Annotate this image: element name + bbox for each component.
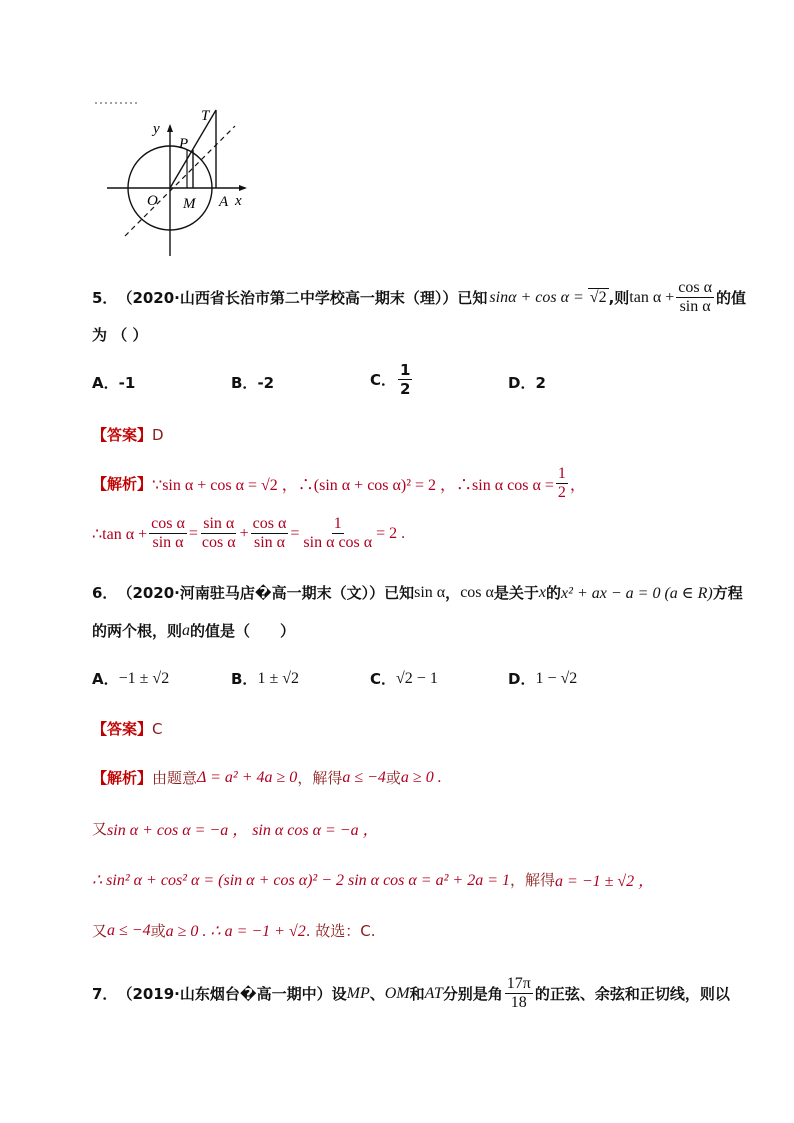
q5-analysis-frac	[556, 466, 568, 501]
q5-option-d-text: 2	[535, 374, 546, 392]
q6-option-b	[231, 668, 299, 689]
q6-line2-a: 的两个根，则	[92, 622, 183, 640]
q5-a2-end: = 2 .	[376, 524, 406, 542]
q6-line1	[92, 582, 743, 603]
q6-s4-m2: a ≥ 0 . ∴ a = −1 + √2	[165, 922, 306, 940]
q5-a2-frac4	[301, 516, 374, 551]
q6-source: （2020·河南驻马店�高一期末（文））	[117, 584, 385, 602]
q7-at: AT	[424, 984, 443, 1002]
unit-circle-diagram	[95, 98, 265, 258]
q6-option-c-label: C．	[370, 670, 397, 688]
q5-a2-f1-den: sin α	[152, 534, 184, 551]
label-O: O	[147, 193, 158, 209]
q5-tail: 的值	[715, 289, 746, 307]
q5-option-d	[508, 372, 546, 393]
q5-option-a	[92, 372, 135, 393]
q5-a2-plus: +	[239, 524, 249, 542]
q5-option-a-text: -1	[118, 374, 136, 392]
q6-option-c-text: √2 − 1	[396, 669, 438, 687]
q5-option-d-label: D．	[508, 374, 536, 392]
q6-s1-m: Δ = a² + 4a ≥ 0	[197, 768, 298, 786]
q5-analysis-frac-num: 1	[557, 465, 566, 482]
q6-sin: sin α	[414, 583, 446, 601]
q6-answer-value: C	[152, 719, 163, 738]
q5-a2-frac3	[251, 516, 289, 551]
q6-s1-m2: a ≤ −4	[342, 768, 386, 786]
q6-s4-c: . 故选：C.	[305, 922, 376, 940]
q5-a2-frac2	[200, 516, 238, 551]
q5-option-c	[370, 362, 414, 397]
q5-analysis-end: ，	[569, 477, 586, 494]
q6-option-a-text: −1 ± √2	[118, 669, 170, 687]
q6-analysis-line1	[92, 767, 442, 788]
q6-cos: cos α	[460, 583, 494, 601]
q6-option-d	[508, 668, 577, 689]
q6-number: 6．	[92, 584, 118, 602]
q6-option-d-text: 1 − √2	[535, 669, 578, 687]
q5-a2-f1-num: cos α	[151, 515, 185, 532]
q5-source: （2020·山西省长治市第二中学校高一期末（理））	[117, 289, 458, 307]
label-M: M	[183, 196, 196, 212]
q6-option-b-label: B．	[231, 670, 258, 688]
q5-option-b	[231, 372, 274, 393]
q5-analysis-eq1: ∵sin α + cos α = √2 ，∴(sin α + cos α)² = 2 ，∴sin α cos α =	[152, 477, 554, 494]
q5-answer-value: D	[152, 425, 164, 444]
q6-s1-b: ，解得	[297, 769, 343, 787]
q6-option-d-label: D．	[508, 670, 536, 688]
q6-comma: ，	[445, 584, 461, 602]
q7-frac-den: 18	[510, 994, 527, 1011]
q6-analysis-line3	[92, 868, 654, 891]
q6-s3-m2: a = −1 ± √2 ，	[555, 873, 655, 890]
q5-a2-f3-den: sin α	[253, 534, 286, 551]
q6-x: x	[538, 583, 547, 601]
q5-a2-eq2: =	[290, 524, 300, 542]
q6-s3-b: ，解得	[510, 871, 556, 889]
q7-line1	[92, 976, 730, 1011]
q6-given: 已知	[384, 584, 415, 602]
q5-line2: 为 （ ）	[92, 326, 148, 344]
q5-frac-num: cos α	[678, 279, 712, 296]
q5-analysis-line1	[92, 466, 586, 501]
q6-option-c	[370, 668, 438, 689]
q6-analysis-line4	[92, 920, 376, 941]
label-A: A	[219, 194, 229, 210]
q5-a2-f4-num: 1	[333, 515, 342, 532]
q6-option-a	[92, 668, 169, 689]
q6-analysis-line2	[92, 817, 379, 840]
q6-equation-word: 方程	[712, 584, 743, 602]
q5-frac-den: sin α	[679, 298, 711, 315]
q5-analysis-line2	[92, 516, 405, 551]
q6-s1-c: 或	[385, 769, 401, 787]
q5-a2-f2-num: sin α	[203, 515, 235, 532]
q5-a2-f4-den: sin α cos α	[303, 534, 373, 551]
q6-equation: x² + ax − a = 0 (a ∈ R)	[561, 584, 713, 602]
q5-analysis-frac-den: 2	[557, 484, 566, 501]
q5-fraction	[676, 280, 714, 315]
q5-sqrt2: √2	[589, 289, 607, 306]
q6-answer	[92, 718, 163, 739]
q5-line1	[92, 280, 746, 315]
q6-s4-a: 又	[92, 922, 108, 940]
q5-option-c-label: C．	[370, 371, 397, 389]
q5-number: 5．	[92, 289, 118, 307]
q6-of: 的	[546, 584, 562, 602]
q7-and: 和	[409, 985, 425, 1003]
q6-a-var: a	[182, 621, 191, 639]
q5-option-b-label: B．	[231, 374, 258, 392]
q6-s2-m: sin α + cos α = −a ， sin α cos α = −a ，	[107, 822, 379, 839]
q7-source: （2019·山东烟台�高一期中）	[117, 985, 332, 1003]
q6-analysis-label: 【解析】	[92, 769, 153, 787]
q6-answer-label: 【答案】	[92, 720, 153, 738]
q7-c: 的正弦、余弦和正切线，则以	[534, 985, 730, 1003]
label-P: P	[179, 136, 189, 152]
label-T: T	[201, 108, 210, 124]
q5-option-b-text: -2	[257, 374, 275, 392]
q5-answer	[92, 424, 164, 445]
q6-option-a-label: A．	[92, 670, 119, 688]
label-x: x	[235, 193, 242, 209]
q6-s4-b: 或	[150, 922, 166, 940]
q6-option-b-text: 1 ± √2	[257, 669, 299, 687]
q5-given: 已知	[457, 289, 488, 307]
q5-option-a-label: A．	[92, 374, 119, 392]
q7-om: OM	[384, 984, 410, 1002]
q5-a2-eq1: =	[188, 524, 198, 542]
q5-option-c-fraction	[398, 362, 412, 397]
q5-a2-f2-den: cos α	[201, 534, 236, 551]
q5-a2-f3-num: cos α	[252, 515, 287, 532]
q5-cond: sinα + cos α =	[489, 288, 584, 306]
q6-s4-m: a ≤ −4	[107, 921, 151, 939]
q6-s1-a: 由题意	[152, 769, 198, 787]
q5-a2-start: ∴tan α +	[92, 525, 148, 543]
label-y: y	[153, 121, 160, 137]
q7-frac-num: 17π	[506, 975, 531, 992]
q5-option-c-num: 1	[400, 361, 411, 379]
q5-answer-label: 【答案】	[92, 426, 153, 444]
q6-about: 是关于	[493, 584, 539, 602]
q6-s3-m: ∴ sin² α + cos² α = (sin α + cos α)² − 2 sin α cos α = a² + 2a = 1	[92, 871, 510, 889]
q7-sep1: 、	[369, 985, 385, 1003]
q5-analysis-label: 【解析】	[92, 475, 153, 493]
q6-s2-a: 又	[92, 820, 108, 838]
q7-b: 分别是角	[442, 985, 503, 1003]
q7-number: 7．	[92, 985, 118, 1003]
q5-then: ,则	[608, 289, 630, 307]
q6-line2	[92, 620, 295, 641]
q5-a2-frac1	[149, 516, 187, 551]
q7-mp: MP	[346, 984, 370, 1002]
q6-line2-b: 的值是（ ）	[190, 622, 296, 640]
q7-a: 设	[331, 985, 347, 1003]
q5-option-c-den: 2	[400, 380, 411, 398]
unit-circle-figure	[95, 98, 265, 258]
q5-tan: tan α +	[629, 288, 675, 306]
q6-s1-m3: a ≥ 0 .	[400, 768, 442, 786]
q7-fraction	[505, 976, 533, 1011]
